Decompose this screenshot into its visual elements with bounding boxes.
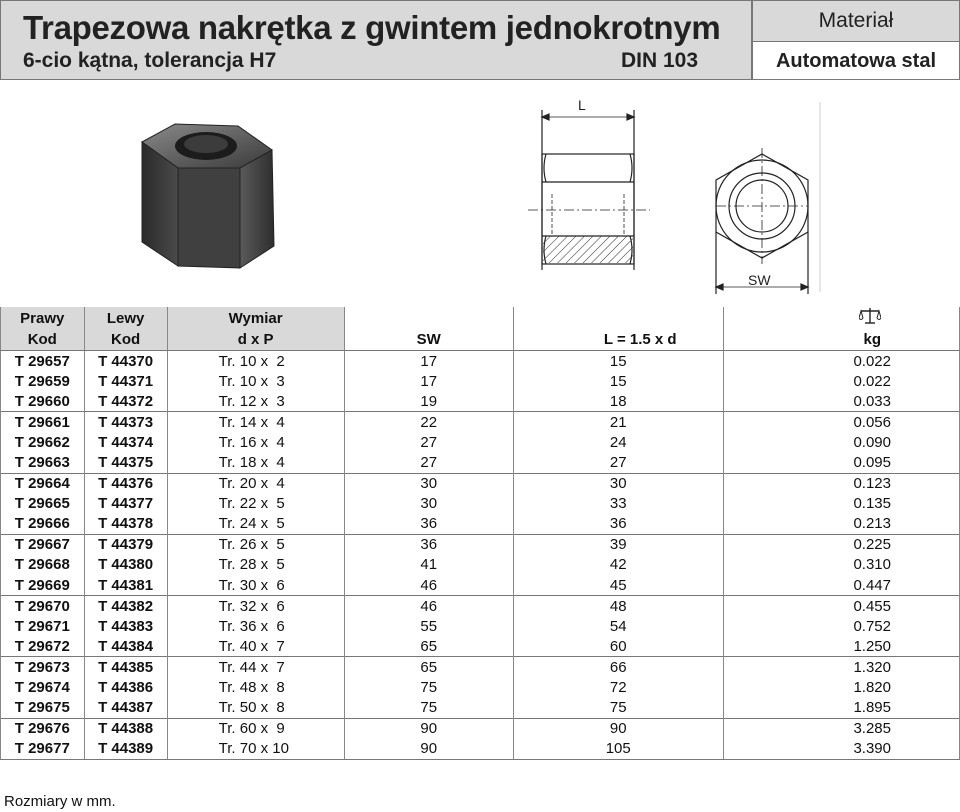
cell-right-code: T 29666 <box>1 514 85 535</box>
col-header-weight-icon <box>723 307 959 329</box>
cell-right-code: T 29677 <box>1 739 85 760</box>
col-header-kg: kg <box>723 329 959 351</box>
cell-left-code: T 44382 <box>84 596 167 617</box>
cell-weight: 0.022 <box>723 351 959 372</box>
product-drawings <box>0 82 960 307</box>
table-row <box>1 371 960 391</box>
cell-thread <box>167 514 344 535</box>
cell-left-code: T 44378 <box>84 514 167 535</box>
cell-sw: 17 <box>344 351 513 372</box>
cell-thread <box>167 452 344 473</box>
col-header-kod-right: Kod <box>1 329 85 351</box>
table-row <box>1 473 960 494</box>
thread-text: Tr. 22 x 5 <box>218 495 285 513</box>
cell-length: 18 <box>513 391 723 412</box>
cell-thread <box>167 534 344 555</box>
cell-weight: 1.320 <box>723 657 959 678</box>
table-row <box>1 596 960 617</box>
cell-sw: 46 <box>344 575 513 596</box>
cell-weight: 0.090 <box>723 432 959 452</box>
thread-text: Tr. 20 x 4 <box>218 475 285 493</box>
thread-text: Tr. 18 x 4 <box>218 454 285 472</box>
cell-weight: 0.225 <box>723 534 959 555</box>
cell-left-code: T 44373 <box>84 412 167 433</box>
cell-thread <box>167 391 344 412</box>
cell-right-code: T 29668 <box>1 555 85 575</box>
cell-right-code: T 29673 <box>1 657 85 678</box>
cell-thread <box>167 698 344 719</box>
cell-right-code: T 29672 <box>1 636 85 657</box>
cell-length: 21 <box>513 412 723 433</box>
cell-right-code: T 29662 <box>1 432 85 452</box>
cell-weight: 1.820 <box>723 678 959 698</box>
cell-length: 36 <box>513 514 723 535</box>
cell-left-code: T 44372 <box>84 391 167 412</box>
cell-right-code: T 29675 <box>1 698 85 719</box>
table-row <box>1 555 960 575</box>
cell-weight: 0.033 <box>723 391 959 412</box>
cell-weight: 0.310 <box>723 555 959 575</box>
cell-weight: 3.390 <box>723 739 959 760</box>
cell-right-code: T 29659 <box>1 371 85 391</box>
cell-left-code: T 44388 <box>84 718 167 739</box>
cell-sw: 19 <box>344 391 513 412</box>
cell-sw: 27 <box>344 432 513 452</box>
thread-text: Tr. 32 x 6 <box>218 597 285 615</box>
nut-photo <box>142 124 274 268</box>
cell-right-code: T 29660 <box>1 391 85 412</box>
col-header-l-top <box>513 307 723 329</box>
cell-weight: 0.135 <box>723 494 959 514</box>
cell-right-code: T 29669 <box>1 575 85 596</box>
cell-length: 30 <box>513 473 723 494</box>
material-label: Materiał <box>753 1 959 42</box>
cell-length: 15 <box>513 371 723 391</box>
page-title: Trapezowa nakrętka z gwintem jednokrotnym <box>23 9 721 46</box>
cell-length: 105 <box>513 739 723 760</box>
cell-right-code: T 29657 <box>1 351 85 372</box>
cell-weight: 0.447 <box>723 575 959 596</box>
cell-right-code: T 29674 <box>1 678 85 698</box>
cell-sw: 65 <box>344 636 513 657</box>
cell-left-code: T 44389 <box>84 739 167 760</box>
col-header-length: L = 1.5 x d <box>513 329 723 351</box>
title-box <box>0 0 752 80</box>
cell-right-code: T 29671 <box>1 616 85 636</box>
cell-sw: 90 <box>344 739 513 760</box>
cell-weight: 0.752 <box>723 616 959 636</box>
table-row <box>1 534 960 555</box>
scale-icon <box>859 307 881 325</box>
cell-length: 42 <box>513 555 723 575</box>
cell-right-code: T 29670 <box>1 596 85 617</box>
header-row-2 <box>1 329 960 351</box>
cell-length: 39 <box>513 534 723 555</box>
table-row <box>1 616 960 636</box>
product-table <box>0 307 960 760</box>
cell-thread <box>167 718 344 739</box>
thread-text: Tr. 50 x 8 <box>218 699 285 717</box>
thread-text: Tr. 60 x 9 <box>218 720 285 738</box>
cell-sw: 55 <box>344 616 513 636</box>
cell-left-code: T 44374 <box>84 432 167 452</box>
table-row <box>1 514 960 535</box>
cell-length: 45 <box>513 575 723 596</box>
table-row <box>1 698 960 719</box>
cell-sw: 75 <box>344 698 513 719</box>
cell-right-code: T 29667 <box>1 534 85 555</box>
header <box>0 0 960 82</box>
table-row <box>1 452 960 473</box>
dimension-sw-label: SW <box>748 272 771 288</box>
thread-text: Tr. 28 x 5 <box>218 556 285 574</box>
table-body <box>1 351 960 760</box>
cell-weight: 1.895 <box>723 698 959 719</box>
material-value: Automatowa stal <box>775 50 937 72</box>
cell-sw: 17 <box>344 371 513 391</box>
cell-weight: 0.123 <box>723 473 959 494</box>
cell-left-code: T 44376 <box>84 473 167 494</box>
thread-text: Tr. 16 x 4 <box>218 433 285 451</box>
cell-length: 48 <box>513 596 723 617</box>
thread-text: Tr. 24 x 5 <box>218 515 285 533</box>
cell-length: 90 <box>513 718 723 739</box>
thread-text: Tr. 26 x 5 <box>218 536 285 554</box>
cell-length: 60 <box>513 636 723 657</box>
cell-thread <box>167 575 344 596</box>
cell-weight: 0.095 <box>723 452 959 473</box>
dimension-l-label: L <box>578 97 586 113</box>
cell-length: 75 <box>513 698 723 719</box>
table-row <box>1 575 960 596</box>
cell-right-code: T 29663 <box>1 452 85 473</box>
cell-sw: 41 <box>344 555 513 575</box>
side-view-drawing <box>528 110 650 270</box>
cell-left-code: T 44375 <box>84 452 167 473</box>
cell-right-code: T 29676 <box>1 718 85 739</box>
cell-left-code: T 44371 <box>84 371 167 391</box>
thread-text: Tr. 70 x 10 <box>218 740 289 758</box>
cell-sw: 65 <box>344 657 513 678</box>
cell-thread <box>167 351 344 372</box>
table-row <box>1 494 960 514</box>
table-row <box>1 678 960 698</box>
cell-thread <box>167 555 344 575</box>
thread-text: Tr. 44 x 7 <box>218 658 285 676</box>
thread-text: Tr. 40 x 7 <box>218 637 285 655</box>
cell-thread <box>167 657 344 678</box>
cell-length: 15 <box>513 351 723 372</box>
page-subtitle: 6-cio kątna, tolerancja H7 <box>23 49 277 72</box>
col-header-dxp: d x P <box>167 329 344 351</box>
thread-text: Tr. 12 x 3 <box>218 392 285 410</box>
cell-left-code: T 44385 <box>84 657 167 678</box>
thread-text: Tr. 10 x 3 <box>218 372 285 390</box>
cell-left-code: T 44384 <box>84 636 167 657</box>
cell-thread <box>167 739 344 760</box>
footer-note: Rozmiary w mm. <box>4 793 116 810</box>
cell-thread <box>167 616 344 636</box>
cell-left-code: T 44380 <box>84 555 167 575</box>
cell-length: 33 <box>513 494 723 514</box>
col-header-lewy: Lewy <box>84 307 167 329</box>
cell-left-code: T 44383 <box>84 616 167 636</box>
cell-weight: 0.056 <box>723 412 959 433</box>
thread-text: Tr. 36 x 6 <box>218 617 285 635</box>
cell-sw: 46 <box>344 596 513 617</box>
cell-thread <box>167 596 344 617</box>
col-header-wymiar: Wymiar <box>167 307 344 329</box>
header-row-1 <box>1 307 960 329</box>
thread-text: Tr. 48 x 8 <box>218 679 285 697</box>
table-row <box>1 432 960 452</box>
cell-sw: 30 <box>344 494 513 514</box>
cell-sw: 75 <box>344 678 513 698</box>
material-box <box>752 0 960 80</box>
cell-weight: 0.213 <box>723 514 959 535</box>
cell-weight: 1.250 <box>723 636 959 657</box>
col-header-sw-top <box>344 307 513 329</box>
table-row <box>1 636 960 657</box>
table-row <box>1 351 960 372</box>
cell-sw: 90 <box>344 718 513 739</box>
cell-sw: 27 <box>344 452 513 473</box>
cell-right-code: T 29661 <box>1 412 85 433</box>
drawings-area <box>0 82 960 307</box>
table-row <box>1 657 960 678</box>
cell-thread <box>167 636 344 657</box>
cell-left-code: T 44377 <box>84 494 167 514</box>
cell-sw: 36 <box>344 514 513 535</box>
table-row <box>1 739 960 760</box>
cell-thread <box>167 494 344 514</box>
col-header-kod-left: Kod <box>84 329 167 351</box>
cell-thread <box>167 473 344 494</box>
table-row <box>1 391 960 412</box>
cell-weight: 0.455 <box>723 596 959 617</box>
table-row <box>1 412 960 433</box>
thread-text: Tr. 10 x 2 <box>218 352 285 370</box>
cell-length: 27 <box>513 452 723 473</box>
cell-thread <box>167 432 344 452</box>
cell-left-code: T 44386 <box>84 678 167 698</box>
front-view-drawing <box>716 102 820 294</box>
cell-sw: 36 <box>344 534 513 555</box>
cell-length: 24 <box>513 432 723 452</box>
col-header-prawy: Prawy <box>1 307 85 329</box>
cell-thread <box>167 678 344 698</box>
cell-right-code: T 29665 <box>1 494 85 514</box>
cell-sw: 22 <box>344 412 513 433</box>
cell-length: 66 <box>513 657 723 678</box>
cell-thread <box>167 371 344 391</box>
thread-text: Tr. 14 x 4 <box>218 413 285 431</box>
cell-right-code: T 29664 <box>1 473 85 494</box>
cell-left-code: T 44381 <box>84 575 167 596</box>
cell-weight: 3.285 <box>723 718 959 739</box>
cell-sw: 30 <box>344 473 513 494</box>
table-row <box>1 718 960 739</box>
cell-length: 54 <box>513 616 723 636</box>
cell-left-code: T 44370 <box>84 351 167 372</box>
cell-left-code: T 44379 <box>84 534 167 555</box>
cell-length: 72 <box>513 678 723 698</box>
col-header-sw: SW <box>344 329 513 351</box>
cell-weight: 0.022 <box>723 371 959 391</box>
din-standard: DIN 103 <box>621 49 699 72</box>
cell-left-code: T 44387 <box>84 698 167 719</box>
cell-thread <box>167 412 344 433</box>
thread-text: Tr. 30 x 6 <box>218 576 285 594</box>
